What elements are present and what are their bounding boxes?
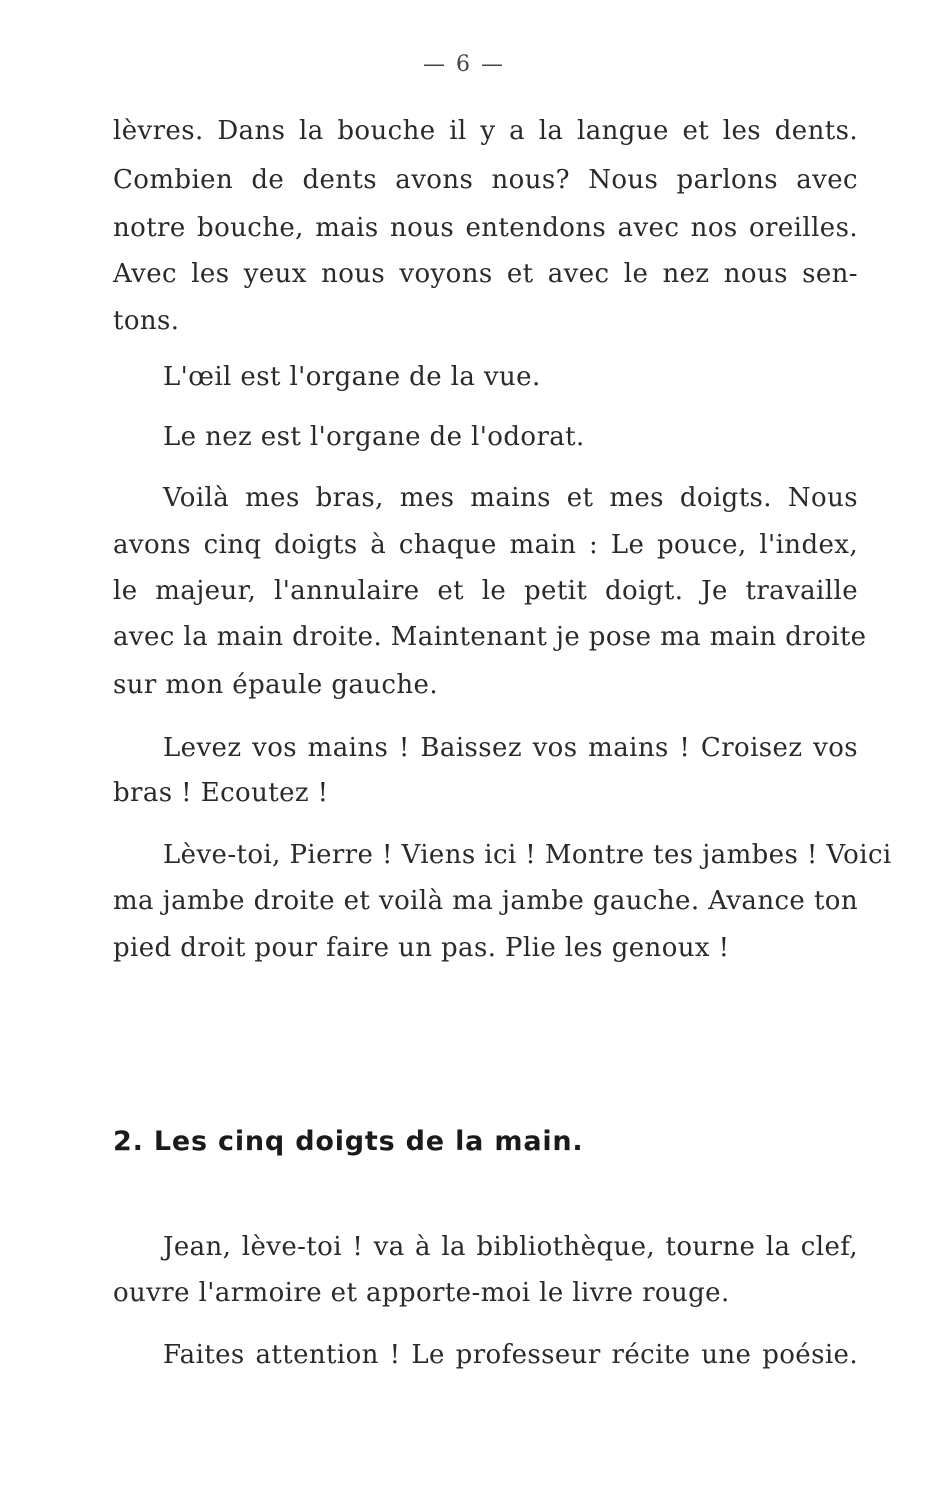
text-line: Faites attention ! Le professeur récite une poésie. [163, 1340, 858, 1370]
text-line: Jean, lève-toi ! va à la bibliothèque, tourne la clef, [163, 1232, 858, 1262]
text-line: L'œil est l'organe de la vue. [163, 362, 541, 392]
text-line: le majeur, l'annulaire et le petit doigt. Je travaille [113, 576, 858, 606]
page-number: — 6 — [423, 52, 505, 77]
text-line: Le nez est l'organe de l'odorat. [163, 422, 585, 452]
text-line: Avec les yeux nous voyons et avec le nez nous sen- [113, 259, 858, 289]
text-line: ouvre l'armoire et apporte-moi le livre rouge. [113, 1278, 730, 1308]
text-line: lèvres. Dans la bouche il y a la langue et les dents. [113, 116, 858, 146]
text-line: tons. [113, 306, 180, 336]
text-line: notre bouche, mais nous entendons avec nos oreilles. [113, 213, 858, 243]
text-line: pied droit pour faire un pas. Plie les genoux ! [113, 933, 730, 963]
text-line: bras ! Ecoutez ! [113, 778, 329, 808]
text-line: Combien de dents avons nous? Nous parlons avec [113, 165, 858, 195]
section-heading: 2. Les cinq doigts de la main. [113, 1126, 584, 1157]
text-line: Levez vos mains ! Baissez vos mains ! Croisez vos [163, 733, 858, 763]
text-line: avec la main droite. Maintenant je pose ma main droite [113, 622, 867, 652]
text-line: Voilà mes bras, mes mains et mes doigts. Nous [163, 483, 858, 513]
text-line: avons cinq doigts à chaque main : Le pouce, l'index, [113, 530, 858, 560]
text-line: ma jambe droite et voilà ma jambe gauche. Avance ton [113, 886, 858, 916]
text-line: sur mon épaule gauche. [113, 670, 438, 700]
text-line: Lève-toi, Pierre ! Viens ici ! Montre tes jambes ! Voici [163, 840, 892, 870]
